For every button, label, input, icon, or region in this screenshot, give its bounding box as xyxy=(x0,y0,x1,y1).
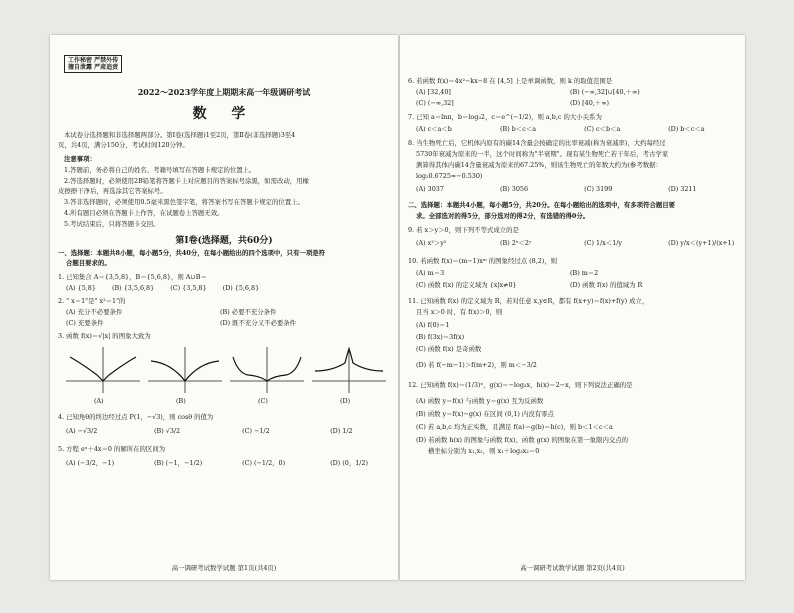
note-2: 2.答选择题时，必须使用2B铅笔将答题卡上对应题目的答案标号涂黑，如需改动，用橡 xyxy=(64,177,309,185)
q9-option-b: (B) 2ˣ＜2ʸ xyxy=(500,239,532,247)
question-1-options xyxy=(66,284,273,292)
q6-option-c: (C) (−∞,32] xyxy=(416,99,454,107)
question-4-options xyxy=(66,427,367,435)
q10-option-c: (C) 函数 f(x) 的定义域为 {x|x≠0} xyxy=(416,281,517,289)
q12-option-d-line-1: (D) 若函数 h(x) 的图象与函数 f(x)、函数 g(x) 的图象在第一象限内交点的 xyxy=(416,436,629,444)
q2-option-d: (D) 既不充分又不必要条件 xyxy=(220,319,297,327)
page-1-footer: 高一调研考试数学试题 第1页(共4页) xyxy=(171,564,277,572)
question-8-options xyxy=(416,185,711,193)
note-1: 1.答题前，务必将自己的姓名、考籍号填写在答题卡规定的位置上。 xyxy=(64,166,256,174)
graph-b xyxy=(146,343,224,395)
graph-c-label: (C) xyxy=(258,397,268,405)
question-2: 2. " x＝1"是" x²＝1"的 xyxy=(58,297,126,305)
graph-a xyxy=(64,343,142,395)
q5-option-c: (C) (−1/2，0) xyxy=(242,459,286,467)
q6-option-d: (D) [40,＋∞) xyxy=(570,99,610,107)
question-6: 6. 若函数 f(x)＝4x²−kx−8 在 [4,5] 上是单调函数，则 k 的取值范围是 xyxy=(408,77,613,85)
q11-option-b: (B) f(3x)＝3f(x) xyxy=(416,333,465,341)
question-5-options xyxy=(66,459,382,467)
stamp-line-2: 擅自泄露 严肃追责 xyxy=(68,64,119,71)
stamp-line-1: 工作秘密 严禁外传 xyxy=(68,57,119,64)
question-5: 5. 方程 eˣ＋4x＝0 的解所在的区间为 xyxy=(58,445,166,453)
question-7-options xyxy=(416,125,719,133)
subject-title: 数 学 xyxy=(192,106,256,122)
note-3: 3.答非选择题时，必须使用0.5毫米黑色签字笔，将答案书写在答题卡规定的位置上。 xyxy=(64,198,304,206)
q10-option-d: (D) 函数 f(x) 的值域为 R xyxy=(570,281,643,289)
q1-option-d: (D) {5,6,8} xyxy=(222,284,260,292)
q2-option-a: (A) 充分不必要条件 xyxy=(66,308,123,316)
q6-option-a: (A) [32,40] xyxy=(416,88,451,96)
q8-option-a: (A) 3037 xyxy=(416,185,444,193)
question-7: 7. 已知 a＝lnπ，b＝log₃2，c＝e^(−1/2)，则 a,b,c 的大小关系为 xyxy=(408,113,602,121)
question-11-line-2: 且当 x＞0 时，有 f(x)＞0，则 xyxy=(416,308,503,316)
question-8-line-2: 5730年衰减为原来的一半，这个时间称为"半衰期"。现有某生物死亡若干年后，考古学家 xyxy=(416,150,669,158)
question-4: 4. 已知角θ的终边经过点 P(1，−√3)，则 cosθ 的值为 xyxy=(58,413,214,421)
confidential-stamp xyxy=(64,55,122,73)
section1-line-2: 合题目要求的。 xyxy=(66,259,111,267)
q12-option-d-line-2: 横坐标分别为 x₁,x₂，则 x₁＋log₃x₂＝0 xyxy=(428,447,540,455)
section2-line-1: 二、选择题：本题共4小题，每小题5分，共20分。在每小题给出的选项中，有多项符合题目要 xyxy=(408,201,676,209)
exam-page-2 xyxy=(400,35,745,580)
q1-option-a: (A) {5,8} xyxy=(66,284,96,292)
notes-title: 注意事项： xyxy=(64,155,96,163)
question-1: 1. 已知集合 A＝{3,5,8}，B＝{5,6,8}，则 A∪B＝ xyxy=(58,273,207,281)
q1-option-b: (B) {3,5,6,8} xyxy=(111,284,155,292)
q8-option-c: (C) 3199 xyxy=(584,185,613,193)
graph-a-label: (A) xyxy=(94,397,104,405)
q4-option-c: (C) −1/2 xyxy=(242,427,270,435)
question-10: 10. 若函数 f(x)＝(m−1)xᵐ 的图象经过点 (8,2)，则 xyxy=(408,257,558,265)
graph-d-label: (D) xyxy=(340,397,351,405)
q9-option-d: (D) y/x＜(y+1)/(x+1) xyxy=(668,239,735,247)
q9-option-c: (C) 1/x＜1/y xyxy=(584,239,623,247)
q1-option-c: (C) {3,5,8} xyxy=(170,284,207,292)
q11-option-c: (C) 函数 f(x) 是奇函数 xyxy=(416,345,482,353)
question-12: 12. 已知函数 f(x)＝(1/3)ˣ，g(x)＝−log₃x，h(x)＝2−x，则下列说法正确的是 xyxy=(408,381,633,389)
q12-option-a: (A) 函数 y＝f(x) 与函数 y＝g(x) 互为反函数 xyxy=(416,397,544,405)
q5-option-b: (B) (−1，−1/2) xyxy=(154,459,203,467)
question-8-line-1: 8. 当生物死亡后，它机体内原有的碳14含量会按确定的比率衰减(称为衰减率)，大约每经过 xyxy=(408,139,666,147)
q5-option-a: (A) (−3/2，−1) xyxy=(66,459,115,467)
exam-page-1 xyxy=(50,35,398,580)
q10-option-b: (B) m＝2 xyxy=(570,269,599,277)
question-8-line-3: 测算得其体内碳14含量衰减为原来的67.25%，则该生物死亡的年数大约为(参考数据： xyxy=(416,161,662,169)
graph-d xyxy=(310,343,388,395)
page-2-footer: 高一调研考试数学试题 第2页(共4页) xyxy=(520,564,625,572)
graph-c xyxy=(228,343,306,395)
q10-option-a: (A) m＝3 xyxy=(416,269,445,277)
note-5: 5.考试结束后，只将答题卡交回。 xyxy=(64,220,160,228)
q2-option-b: (B) 必要不充分条件 xyxy=(220,308,277,316)
q7-option-c: (C) c＜b＜a xyxy=(584,125,621,133)
q12-option-b: (B) 函数 y＝f(x)−g(x) 在区间 (0,1) 内没有零点 xyxy=(416,410,554,418)
question-9: 9. 若 x＞y＞0，则下列不等式成立的是 xyxy=(408,226,519,234)
q5-option-d: (D) (0，1/2) xyxy=(330,459,369,467)
graph-b-label: (B) xyxy=(176,397,186,405)
q9-option-a: (A) x²＞y² xyxy=(416,239,447,247)
question-9-options xyxy=(416,239,745,247)
q7-option-b: (B) b＜c＜a xyxy=(500,125,537,133)
q7-option-d: (D) b＜c＜a xyxy=(668,125,705,133)
section2-line-2: 求。全部选对的得5分，部分选对的得2分，有选错的得0分。 xyxy=(416,212,590,220)
question-8-line-4: log₂0.6725≈−0.530) xyxy=(416,172,483,180)
section1-line-1: 一、选择题：本题共8小题，每小题5分，共40分，在每小题给出的四个选项中，只有一项是符 xyxy=(58,249,326,257)
intro-line-2: 页，共4页，满分150分，考试时间120分钟。 xyxy=(58,141,189,149)
question-3: 3. 函数 f(x)＝√|x| 的图象大致为 xyxy=(58,332,151,340)
q11-option-d: (D) 若 f(−m−1)＞f(m+2)，则 m＜−3/2 xyxy=(416,361,537,369)
part1-title: 第Ⅰ卷(选择题，共60分) xyxy=(175,236,273,246)
q8-option-d: (D) 3211 xyxy=(668,185,697,193)
note-2-cont: 皮擦擦干净后，再选涂其它答案标号。 xyxy=(58,187,167,195)
q7-option-a: (A) c＜a＜b xyxy=(416,125,452,133)
q6-option-b: (B) (−∞,32]∪[40,＋∞) xyxy=(570,88,640,96)
note-4: 4.所有题目必须在答题卡上作答，在试题卷上答题无效。 xyxy=(64,209,224,217)
q11-option-a: (A) f(0)＝1 xyxy=(416,321,450,329)
q12-option-c: (C) 若 a,b,c 均为正实数，且满足 f(a)＝g(b)＝h(c)，则 b＜1＜c＜a xyxy=(416,423,613,431)
intro-line-1: 本试卷分选择题和非选择题两部分。第Ⅰ卷(选择题)1至2页，第Ⅱ卷(非选择题)3至4 xyxy=(64,131,296,139)
question-11-line-1: 11. 已知函数 f(x) 的定义域为 R，若对任意 x,y∈R，都有 f(x+y)＝f(x)+f(y) 成立， xyxy=(408,297,649,305)
q4-option-d: (D) 1/2 xyxy=(330,427,353,435)
q4-option-b: (B) √3/2 xyxy=(154,427,181,435)
q8-option-b: (B) 3056 xyxy=(500,185,529,193)
q2-option-c: (C) 充要条件 xyxy=(66,319,104,327)
exam-title: 2022～2023学年度上期期末高一年级调研考试 xyxy=(137,87,311,97)
q4-option-a: (A) −√3/2 xyxy=(66,427,98,435)
